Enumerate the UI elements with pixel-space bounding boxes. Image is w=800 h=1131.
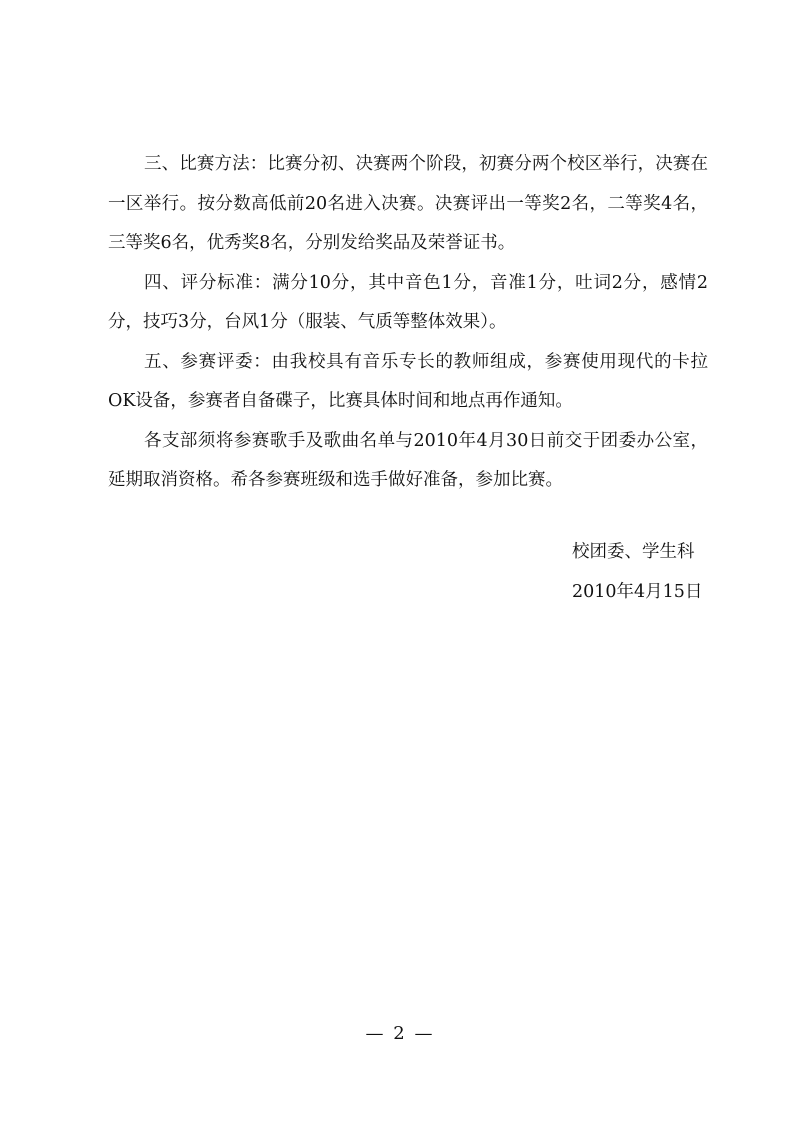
paragraph-registration-notice: 各支部须将参赛歌手及歌曲名单与2010年4月30日前交于团委办公室，延期取消资格。希各参赛班级和选手做好准备，参加比赛。 <box>108 430 708 490</box>
page-number: — 2 — <box>365 1023 435 1044</box>
document-body <box>108 145 708 501</box>
paragraph-judges: 五、参赛评委：由我校具有音乐专长的教师组成，参赛使用现代的卡拉OK设备，参赛者自备碟子，比赛具体时间和地点再作通知。 <box>108 351 708 411</box>
signature-date: 2010年4月15日 <box>572 581 703 602</box>
signature-organization: 校团委、学生科 <box>572 542 695 562</box>
signature-block <box>572 533 702 612</box>
paragraph-scoring-criteria: 四、评分标准：满分10分，其中音色1分，音准1分，吐词2分，感情2分，技巧3分，台风1分（服装、气质等整体效果）。 <box>108 272 708 332</box>
paragraph-competition-method: 三、比赛方法：比赛分初、决赛两个阶段，初赛分两个校区举行，决赛在一区举行。按分数高低前20名进入决赛。决赛评出一等奖2名，二等奖4名，三等奖6名，优秀奖8名，分别发给奖品及荣誉证书。 <box>108 154 708 253</box>
